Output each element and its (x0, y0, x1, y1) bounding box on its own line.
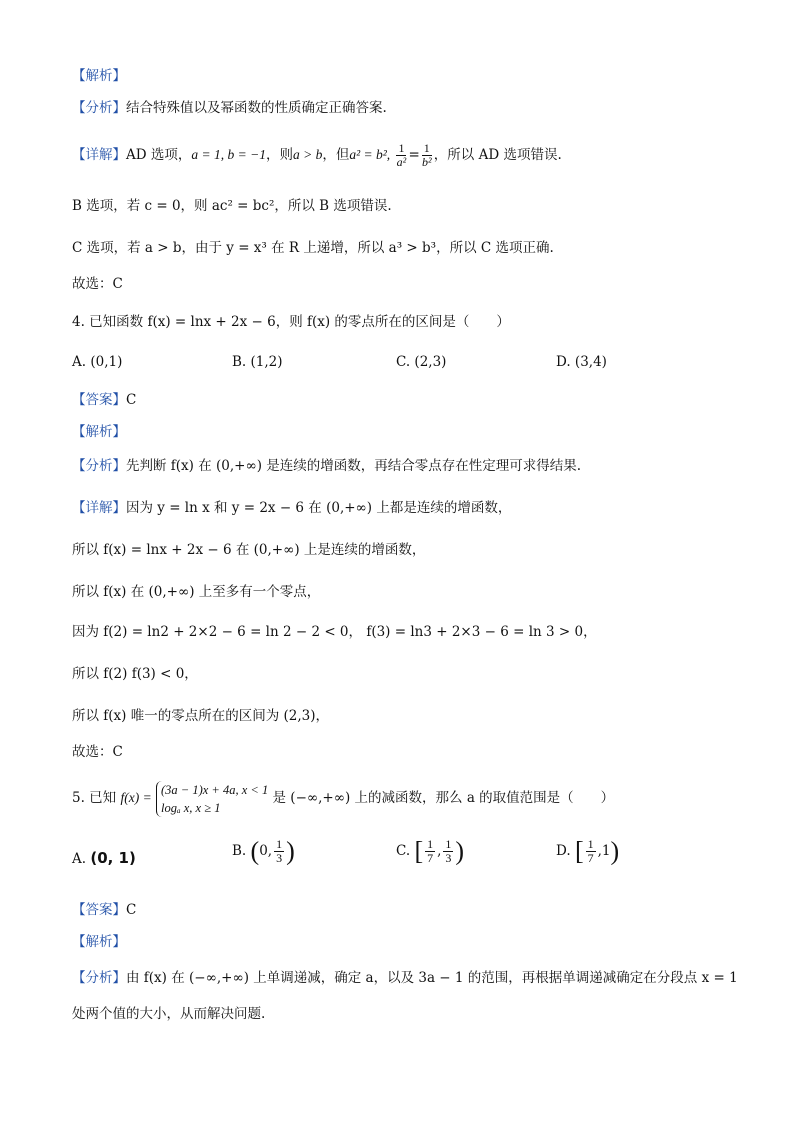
q3-b-line: B 选项，若 c = 0，则 ac² = bc²，所以 B 选项错误. (72, 198, 392, 214)
q3-xiangjie: 【详解】AD 选项，a = 1, b = −1，则a > b，但a² = b², $\frac{1}{\text{a²}}$ = $\frac{1}{\text{b²}}$ ，所以 AD 选项错误. (72, 141, 562, 169)
q4-step-5: 所以 f(2) f(3) < 0， (72, 666, 198, 682)
q4-option-d: D. (3,4) (556, 354, 607, 370)
q5-option-b: B. (0, $\frac{1}{3}$ ) (232, 836, 295, 866)
q3-fenxi: 【分析】结合特殊值以及幂函数的性质确定正确答案. (72, 100, 387, 116)
piecewise-function: (3a − 1)x + 4a, x < 1 logₐ x, x ≥ 1 (156, 781, 268, 817)
q4-step-4: 因为 f(2) = ln2 + 2×2 − 6 = ln 2 − 2 < 0， f(3) = ln3 + 2×3 − 6 = ln 3 > 0， (72, 624, 597, 640)
q3-choose: 故选：C (72, 276, 123, 292)
q5-stem: 5. 已知 f(x) = (3a − 1)x + 4a, x < 1 logₐ x, x ≥ 1 是 (−∞,+∞) 上的减函数，那么 a 的取值范围是（ ） (72, 782, 615, 815)
q3-c-line: C 选项，若 a > b，由于 y = x³ 在 R 上递增，所以 a³ > b³，所以 C 选项正确. (72, 240, 554, 256)
q4-fenxi: 【分析】先判断 f(x) 在 (0,+∞) 是连续的增函数，再结合零点存在性定理可求得结果. (72, 458, 582, 474)
q4-option-b: B. (1,2) (232, 354, 283, 370)
q3-jiexi: 【解析】 (72, 68, 126, 84)
q4-step-3: 所以 f(x) 在 (0,+∞) 上至多有一个零点， (72, 584, 321, 600)
q5-fenxi-cont: 处两个值的大小，从而解决问题. (72, 1006, 266, 1022)
q4-choose: 故选：C (72, 744, 123, 760)
q5-option-a: A. (0, 1) (72, 849, 136, 867)
q5-jiexi: 【解析】 (72, 934, 126, 950)
q4-step-6: 所以 f(x) 唯一的零点所在的区间为 (2,3)， (72, 708, 330, 724)
frac-1-over-a2: $\frac{1}{\text{a²}}$ (396, 141, 407, 169)
q4-answer: 【答案】C (72, 392, 137, 408)
frac-1-over-b2: $\frac{1}{\text{b²}}$ (421, 141, 432, 169)
q5-answer: 【答案】C (72, 902, 137, 918)
q4-option-a: A. (0,1) (72, 354, 123, 370)
q5-option-d: D. [ $\frac{1}{7}$ ,1) (556, 836, 620, 866)
q5-option-c: C. [ $\frac{1}{7}$ , $\frac{1}{3}$ ) (396, 836, 465, 866)
q4-jiexi: 【解析】 (72, 424, 126, 440)
q4-stem: 4. 已知函数 f(x) = lnx + 2x − 6，则 f(x) 的零点所在的区间是（ ） (72, 314, 510, 330)
q4-option-c: C. (2,3) (396, 354, 447, 370)
q4-step-2: 所以 f(x) = lnx + 2x − 6 在 (0,+∞) 上是连续的增函数， (72, 542, 426, 558)
q5-fenxi: 【分析】由 f(x) 在 (−∞,+∞) 上单调递减，确定 a，以及 3a − 1 的范围，再根据单调递减确定在分段点 x = 1 (72, 970, 738, 986)
q4-xiangjie: 【详解】因为 y = ln x 和 y = 2x − 6 在 (0,+∞) 上都是连续的增函数， (72, 500, 512, 516)
